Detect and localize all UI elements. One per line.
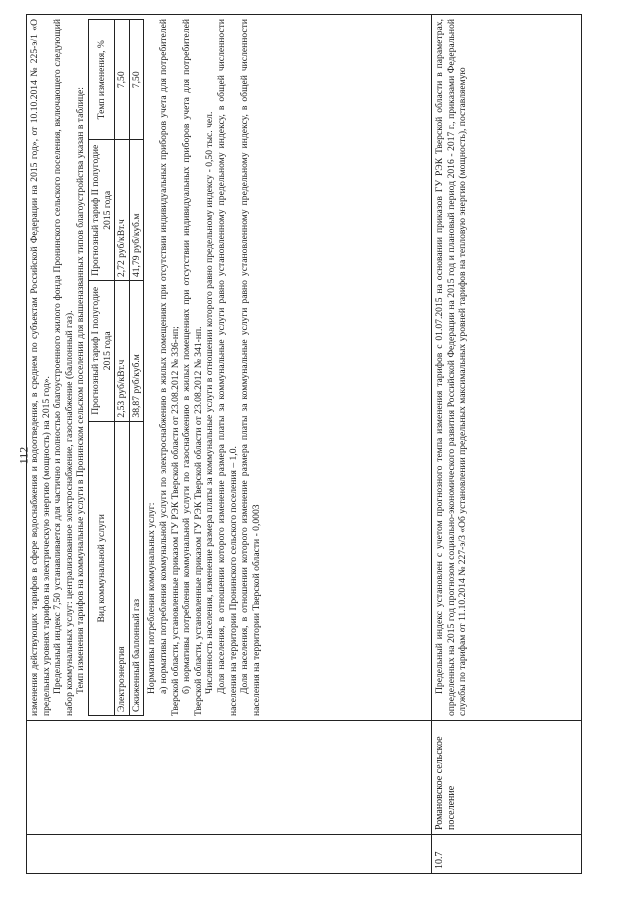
paragraph: Доля населения, в отношении которого изменение размера платы за коммунальные услуги равно установленному предельному индексу, в общей численности населения на территории Тверской области - 0,0003 xyxy=(239,19,262,716)
tariff-cell: 38,87 руб/куб.м xyxy=(129,281,144,422)
description-cell xyxy=(27,15,432,721)
settlement-cell: Романовское сельское поселение xyxy=(432,721,582,835)
service-cell: Сжиженный баллонный газ xyxy=(129,421,144,715)
paragraph: а) нормативы потребления коммунальной услуги по электроснабжению в жилых помещениях при отсутствии индивидуальных приборов учета для потребителей Тверской области, установленные приказом ГУ РЭК Тверской области от 23.08.2012 № 336-нп; xyxy=(157,19,181,716)
header-cell: Темп изменения, % xyxy=(88,20,114,141)
main-table xyxy=(26,14,582,874)
tariff-cell: 2,72 руб/кВт.ч xyxy=(115,140,130,281)
description-cell xyxy=(432,15,582,721)
tariff-cell: 2,53 руб/кВт.ч xyxy=(115,281,130,422)
row-number-cell: 10.7 xyxy=(432,835,582,874)
tariff-table xyxy=(88,19,144,716)
service-cell: Электроэнергия xyxy=(115,421,130,715)
table-row xyxy=(27,15,432,874)
tariff-row xyxy=(129,20,144,716)
paragraph: б) нормативы потребления коммунальной услуги по газоснабжению в жилых помещениях при отсутствии индивидуальных приборов учета для потребителей Тверской области, установленные приказом ГУ РЭК Тверской области от 23.08.2012 № 341-нп. xyxy=(181,19,204,716)
paragraph: Нормативы потребления коммунальных услуг: xyxy=(146,502,158,694)
rate-cell: 7,50 xyxy=(129,20,144,141)
paragraph: изменения действующих тарифов в сфере водоснабжения и водоотведения, в среднем по субъектам Российской Федерации на 2015 год», от 10.10.2014 № 225-э/1 «О предельных уровнях тарифов на электрическую энергию (мощность) на 2015 год». xyxy=(29,19,52,716)
paragraph: Темп изменения тарифов на коммунальные услуги в Пронинском сельском поселении для вышеназванных типов благоустройства указан в таблице: xyxy=(75,87,87,694)
paragraph: Предельный индекс 7,50 устанавливается для частично и полностью благоустроенного жилого фонда Пронинского сельского поселения, включающего следующий набор коммунальных услуг: централизованное электроснабжение, газоснабжение (баллонный газ). xyxy=(52,19,75,716)
rotated-page xyxy=(26,14,586,874)
settlement-cell xyxy=(27,721,432,835)
page-number: 112 xyxy=(16,446,31,465)
header-cell: Прогнозный тариф II полугодие 2015 года xyxy=(88,140,114,281)
header-cell: Вид коммунальной услуги xyxy=(88,421,114,715)
table-row xyxy=(432,15,582,874)
paragraph: Доля населения, в отношении которого изменение размера платы за коммунальные услуги равно установленному предельному индексу, в общей численности населения на территории Пронинского сельского поселения – 1,0. xyxy=(215,19,239,716)
tariff-header-row xyxy=(88,20,114,716)
paragraph: Численность населения, изменение размера платы за коммунальные услуги в отношении которого равно предельному индексу - 0,50 тыс. чел. xyxy=(204,111,216,694)
rate-cell: 7,50 xyxy=(115,20,130,141)
header-cell: Прогнозный тариф I полугодие 2015 года xyxy=(88,281,114,422)
row-number-cell xyxy=(27,835,432,874)
tariff-row xyxy=(115,20,130,716)
tariff-cell: 41,79 руб/куб.м xyxy=(129,140,144,281)
paragraph: Предельный индекс установлен с учетом прогнозного темпа изменения тарифов с 01.07.2015 на основании приказов ГУ РЭК Тверской области в параметрах, определенных на 2015 год прогнозом социально-экономического развития Российской Федерации на 2015 год и плановый период 2016 - 2017 г., приказами Федеральной службы по тарифам от 11.10.2014 № 227-э/3 «Об установлении предельных максимальных уровней тарифов на тепловую энергию (мощность), поставляемую xyxy=(434,19,469,716)
